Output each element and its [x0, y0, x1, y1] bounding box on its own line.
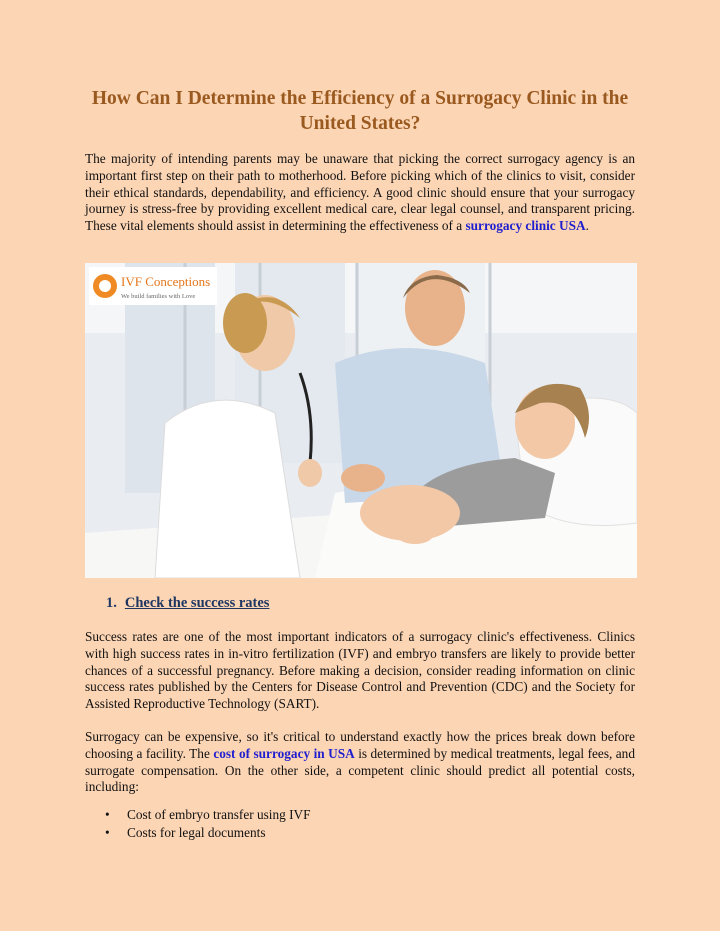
list-item-text: Costs for legal documents: [127, 824, 266, 840]
intro-paragraph: [85, 151, 635, 235]
intro-end: .: [585, 218, 589, 234]
success-rates-paragraph: Success rates are one of the most important indicators of a surrogacy clinic's effectiveness. Clinics with high success rates in in-vitro fertilization (IVF) and embryo transfers are likely to provide better chances of a successful pregnancy. Before making a decision, consider reading information on clinic success rates published by the Centers for Disease Control and Prevention (CDC) and the Society for Assisted Reproductive Technology (SART).: [85, 629, 635, 712]
section-number: 1.: [106, 595, 117, 611]
section-heading: [106, 595, 269, 612]
intro-text: The majority of intending parents may be unaware that picking the correct surrogacy agency is an important first step on their path to motherhood. Before picking which of the clinics to visit, consider their ethical standards, dependability, and efficiency. A good clinic should ensure that your surrogacy journey is stress-free by providing excellent medical care, clear legal counsel, and transparent pricing. These vital elements should assist in determining the effectiveness of a: [85, 151, 635, 234]
page-title: How Can I Determine the Efficiency of a Surrogacy Clinic in the United States?: [91, 88, 629, 134]
cost-text-after: is determined by medical treatments, legal fees, and surrogate compensation. On the other side, a competent clinic should predict all potential costs, including:: [85, 745, 635, 795]
section-heading-text: Check the success rates: [124, 595, 270, 611]
clinic-photo: [85, 263, 637, 578]
list-item: [85, 806, 311, 824]
bullet-icon: •: [105, 824, 110, 840]
bullet-icon: •: [105, 807, 110, 822]
cost-of-surrogacy-link[interactable]: cost of surrogacy in USA: [213, 745, 355, 761]
logo-tagline: We build families with Love: [121, 293, 196, 300]
surrogacy-clinic-link[interactable]: surrogacy clinic USA: [465, 218, 586, 234]
cost-bullet-list: [85, 806, 311, 841]
list-item: [85, 824, 311, 842]
logo-text: IVF Conceptions: [121, 274, 211, 289]
cost-paragraph: [85, 729, 635, 796]
list-item-text: Cost of embryo transfer using IVF: [127, 807, 311, 822]
cost-text-before: Surrogacy can be expensive, so it's critical to understand exactly how the prices break down before choosing a facility. The: [85, 729, 635, 761]
